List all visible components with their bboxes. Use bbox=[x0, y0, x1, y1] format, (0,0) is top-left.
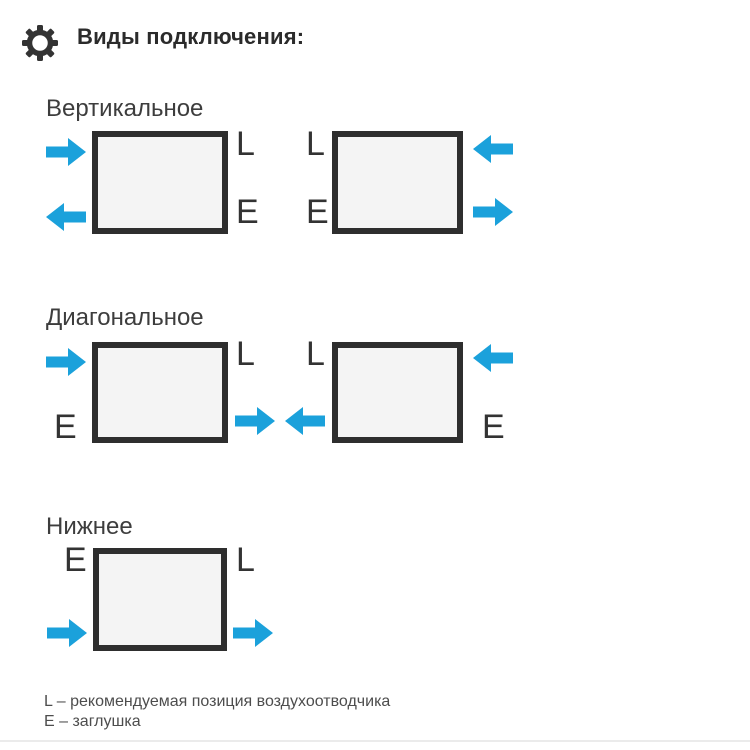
arrow-right-icon bbox=[46, 138, 86, 166]
port-label: E bbox=[306, 193, 329, 231]
port-label: E bbox=[236, 193, 259, 231]
port-label: L bbox=[236, 541, 255, 579]
section-title-bottom: Нижнее bbox=[46, 513, 133, 540]
section-title-diagonal: Диагональное bbox=[46, 304, 204, 331]
bottom-divider bbox=[0, 740, 750, 742]
gear-icon bbox=[22, 25, 58, 61]
radiator-rect bbox=[332, 131, 463, 234]
arrow-right-icon bbox=[47, 619, 87, 647]
radiator-rect bbox=[92, 131, 228, 234]
arrow-left-icon bbox=[46, 203, 86, 231]
port-label: E bbox=[54, 408, 77, 446]
legend-line-e: E – заглушка bbox=[44, 713, 141, 730]
radiator-rect bbox=[332, 342, 463, 443]
arrow-right-icon bbox=[235, 407, 275, 435]
arrow-right-icon bbox=[46, 348, 86, 376]
arrow-right-icon bbox=[473, 198, 513, 226]
port-label: L bbox=[306, 125, 325, 163]
section-title-vertical: Вертикальное bbox=[46, 95, 204, 122]
port-label: L bbox=[236, 335, 255, 373]
port-label: E bbox=[64, 541, 87, 579]
arrow-left-icon bbox=[473, 344, 513, 372]
arrow-left-icon bbox=[473, 135, 513, 163]
port-label: L bbox=[236, 125, 255, 163]
legend-line-l: L – рекомендуемая позиция воздухоотводчика bbox=[44, 693, 391, 710]
radiator-rect bbox=[93, 548, 227, 651]
port-label: E bbox=[482, 408, 505, 446]
arrow-right-icon bbox=[233, 619, 273, 647]
radiator-rect bbox=[92, 342, 228, 443]
port-label: L bbox=[306, 335, 325, 373]
page-title: Виды подключения: bbox=[77, 24, 305, 49]
legend bbox=[44, 692, 390, 732]
arrow-left-icon bbox=[285, 407, 325, 435]
